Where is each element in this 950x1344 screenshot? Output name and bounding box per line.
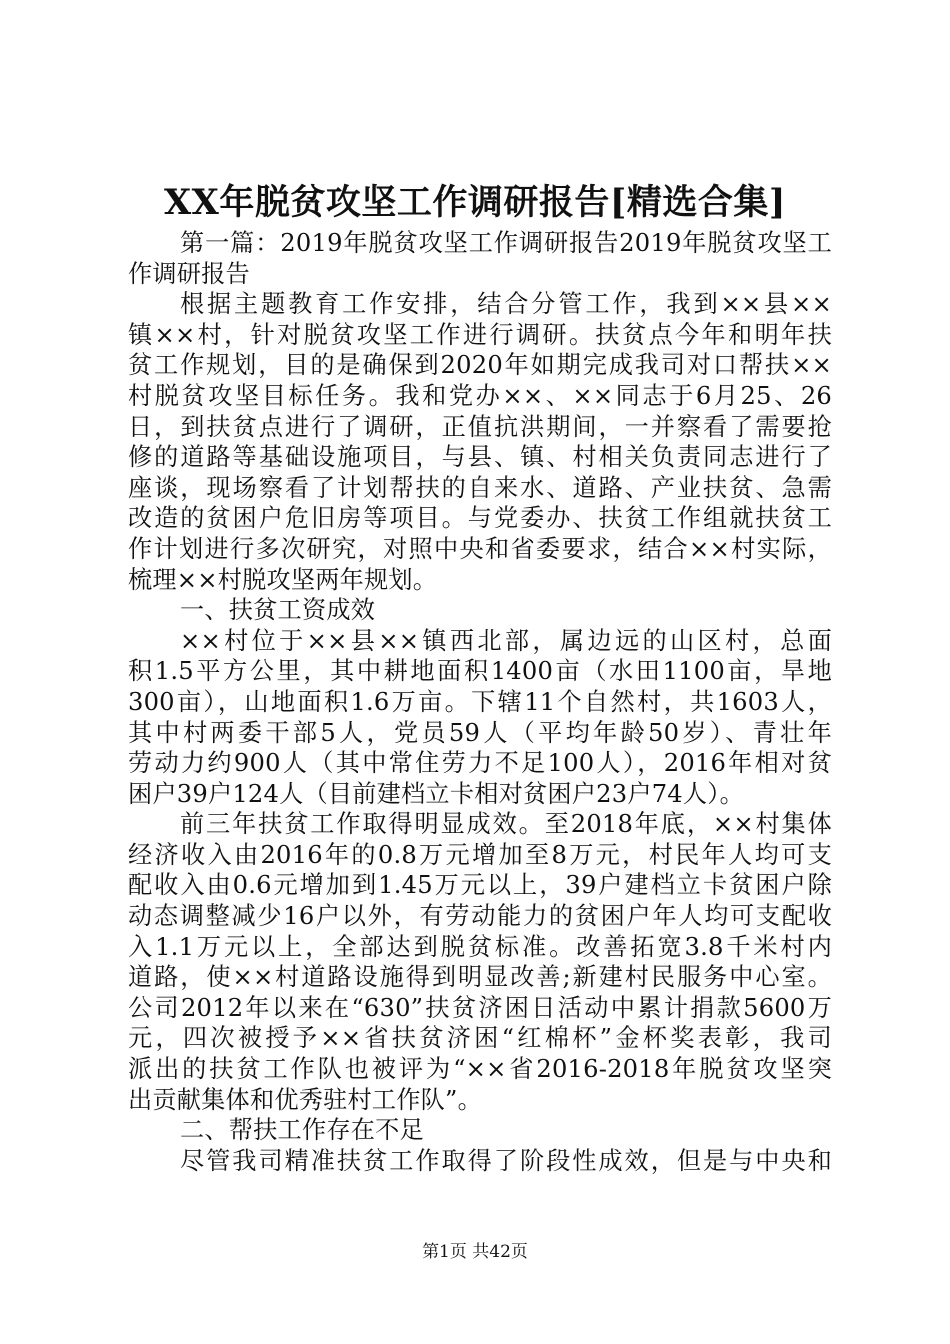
text-line: 元，四次被授予××省扶贫济困“红棉杯”金杯奖表彰，我司: [128, 1024, 832, 1053]
text-line: 动态调整减少16户以外，有劳动能力的贫困户年人均可支配收: [128, 902, 832, 931]
text-line: 劳动力约900人（其中常住劳力不足100人），2016年相对贫: [128, 749, 832, 778]
text-line: ××村位于××县××镇西北部，属边远的山区村，总面: [180, 626, 832, 655]
text-line: 道路，使××村道路设施得到明显改善;新建村民服务中心室。: [128, 963, 832, 992]
text-line: 第一篇：2019年脱贫攻坚工作调研报告2019年脱贫攻坚工: [180, 229, 832, 257]
text-line: 一、扶贫工资成效: [180, 596, 376, 625]
text-line: 经济收入由2016年的0.8万元增加至8万元，村民年人均可支: [128, 840, 832, 869]
text-line: 二、帮扶工作存在不足: [180, 1116, 424, 1145]
text-line: 300亩），山地面积1.6万亩。下辖11个自然村，共1603人，: [128, 687, 832, 716]
text-line: 出贡献集体和优秀驻村工作队”。: [128, 1085, 482, 1114]
text-line: 村脱贫攻坚目标任务。我和党办××、××同志于6月25、26: [128, 381, 832, 410]
text-line: 作调研报告: [128, 259, 250, 288]
text-line: 镇××村，针对脱贫攻坚工作进行调研。扶贫点今年和明年扶: [128, 320, 832, 349]
text-line: 改造的贫困户危旧房等项目。与党委办、扶贫工作组就扶贫工: [128, 504, 832, 533]
text-line: 配收入由0.6元增加到1.45万元以上，39户建档立卡贫困户除: [128, 871, 832, 900]
document-body: [128, 228, 832, 1176]
document-title: XX年脱贫攻坚工作调研报告[精选合集]: [164, 182, 786, 223]
text-line: 作计划进行多次研究，对照中央和省委要求，结合××村实际，: [128, 534, 832, 563]
text-line: 入1.1万元以上，全部达到脱贫标准。改善拓宽3.8千米村内: [128, 932, 832, 961]
text-line: 其中村两委干部5人，党员59人（平均年龄50岁）、青壮年: [128, 718, 832, 747]
text-line: 修的道路等基础设施项目，与县、镇、村相关负责同志进行了: [128, 443, 832, 472]
page-footer: 第1页 共42页: [422, 1242, 528, 1262]
text-line: 日，到扶贫点进行了调研，正值抗洪期间，一并察看了需要抢: [128, 412, 832, 441]
text-line: 座谈，现场察看了计划帮扶的自来水、道路、产业扶贫、急需: [128, 473, 832, 502]
text-line: 根据主题教育工作安排，结合分管工作，我到××县××: [180, 290, 832, 319]
text-line: 前三年扶贫工作取得明显成效。至2018年底，××村集体: [180, 810, 832, 839]
text-line: 派出的扶贫工作队也被评为“××省2016-2018年脱贫攻坚突: [128, 1055, 832, 1084]
text-line: 公司2012年以来在“630”扶贫济困日活动中累计捐款5600万: [128, 993, 832, 1022]
text-line: 梳理××村脱攻坚两年规划。: [128, 565, 438, 594]
text-line: 贫工作规划，目的是确保到2020年如期完成我司对口帮扶××: [128, 351, 832, 380]
text-line: 积1.5平方公里，其中耕地面积1400亩（水田1100亩，旱地: [128, 657, 832, 686]
text-line: 困户39户124人（目前建档立卡相对贫困户23户74人）。: [128, 779, 744, 808]
text-line: 尽管我司精准扶贫工作取得了阶段性成效，但是与中央和: [180, 1146, 832, 1175]
